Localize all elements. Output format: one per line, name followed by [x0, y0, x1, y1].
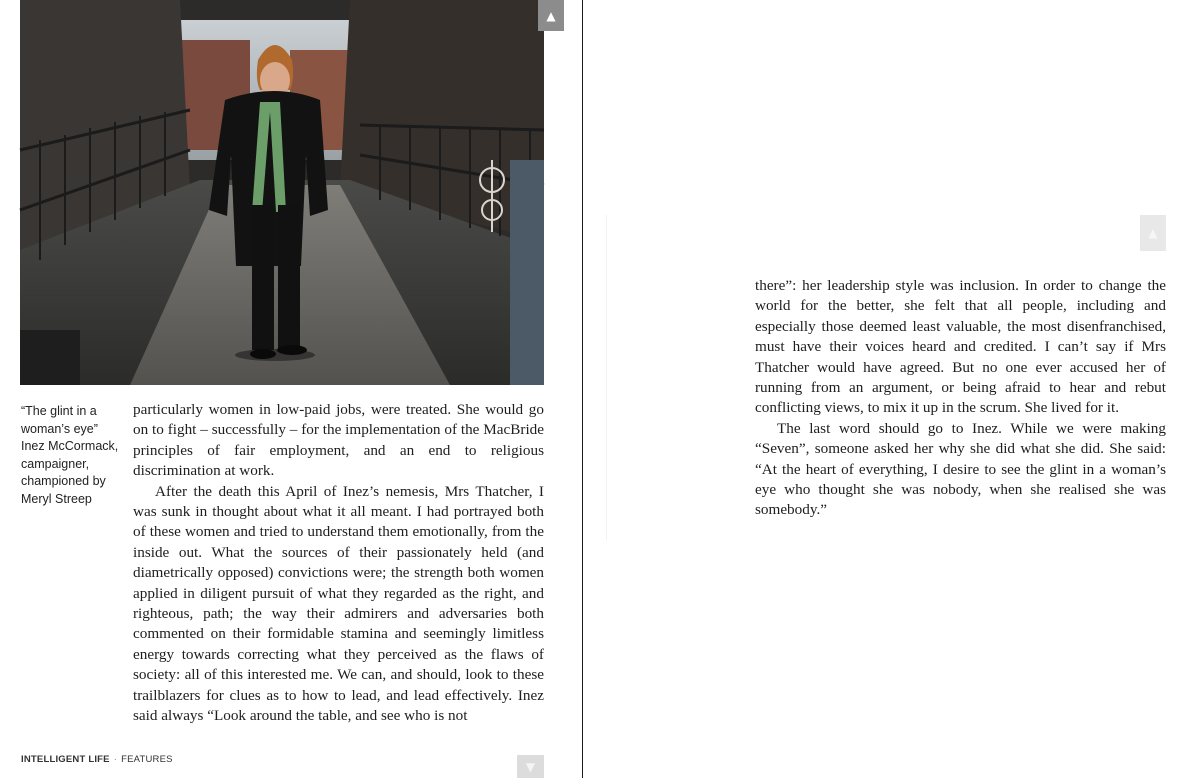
- magazine-name: INTELLIGENT LIFE: [21, 754, 110, 765]
- feature-photo: [20, 0, 556, 385]
- faint-rule: [606, 215, 607, 540]
- scroll-up-button[interactable]: [538, 0, 564, 31]
- right-page: [583, 0, 1200, 778]
- caption-title: “The glint in a woman’s eye”: [21, 404, 98, 436]
- arrow-up-icon: ▲: [1148, 226, 1158, 240]
- article-paragraph: The last word should go to Inez. While we were making “Seven”, someone asked her why she did what she did. She said: “At the heart of everything, I desire to see the glint in a woman’s eye who thought she was nobody, when she realised she was somebody.”: [755, 419, 1166, 519]
- footer-separator: ·: [113, 754, 118, 765]
- arrow-up-icon: ▲: [546, 8, 556, 23]
- scroll-up-button-faded[interactable]: [1140, 215, 1166, 251]
- section-name: FEATURES: [121, 754, 173, 765]
- caption-body: Inez McCormack, campaigner, championed by Meryl Streep: [21, 439, 119, 506]
- photo-illustration: [20, 0, 544, 385]
- article-column-right: [755, 276, 1166, 521]
- page-footer: [21, 754, 173, 765]
- article-column-left: [133, 400, 544, 727]
- left-page: [0, 0, 582, 778]
- article-paragraph: particularly women in low-paid jobs, were treated. She would go on to fight – successfully – for the implementation of the MacBride principles of fair employment, and an end to religious discrimination at work.: [133, 401, 544, 480]
- article-paragraph: there”: her leadership style was inclusion. In order to change the world for the better, she felt that all people, including and especially those deemed least valuable, the most disenfranchised, must have their voices heard and credited. I can’t say if Mrs Thatcher would have agreed. But no one ever accused her of running from an argument, or being afraid to hear and rebut conflicting views, to mix it up in the scrum. She lived for it.: [755, 277, 1166, 417]
- scroll-down-button[interactable]: [517, 755, 544, 778]
- arrow-down-icon: ▼: [525, 759, 536, 774]
- photo-caption: [21, 403, 125, 508]
- article-paragraph: After the death this April of Inez’s nemesis, Mrs Thatcher, I was sunk in thought about what it all meant. I had portrayed both of these women and tried to understand them emotionally, from the inside out. What the sources of their passionately held (and diametrically opposed) convictions were; the strength both women applied in diligent pursuit of what they regarded as the right, and righteous, path; the way their admirers and adversaries both commented on their formidable stamina and seemingly limitless energy towards correcting what they perceived as the flaws of society: all of this interested me. We can, and should, look to these trailblazers for clues as to how to lead, and lead effectively. Inez said always “Look around the table, and see who is not: [133, 482, 544, 725]
